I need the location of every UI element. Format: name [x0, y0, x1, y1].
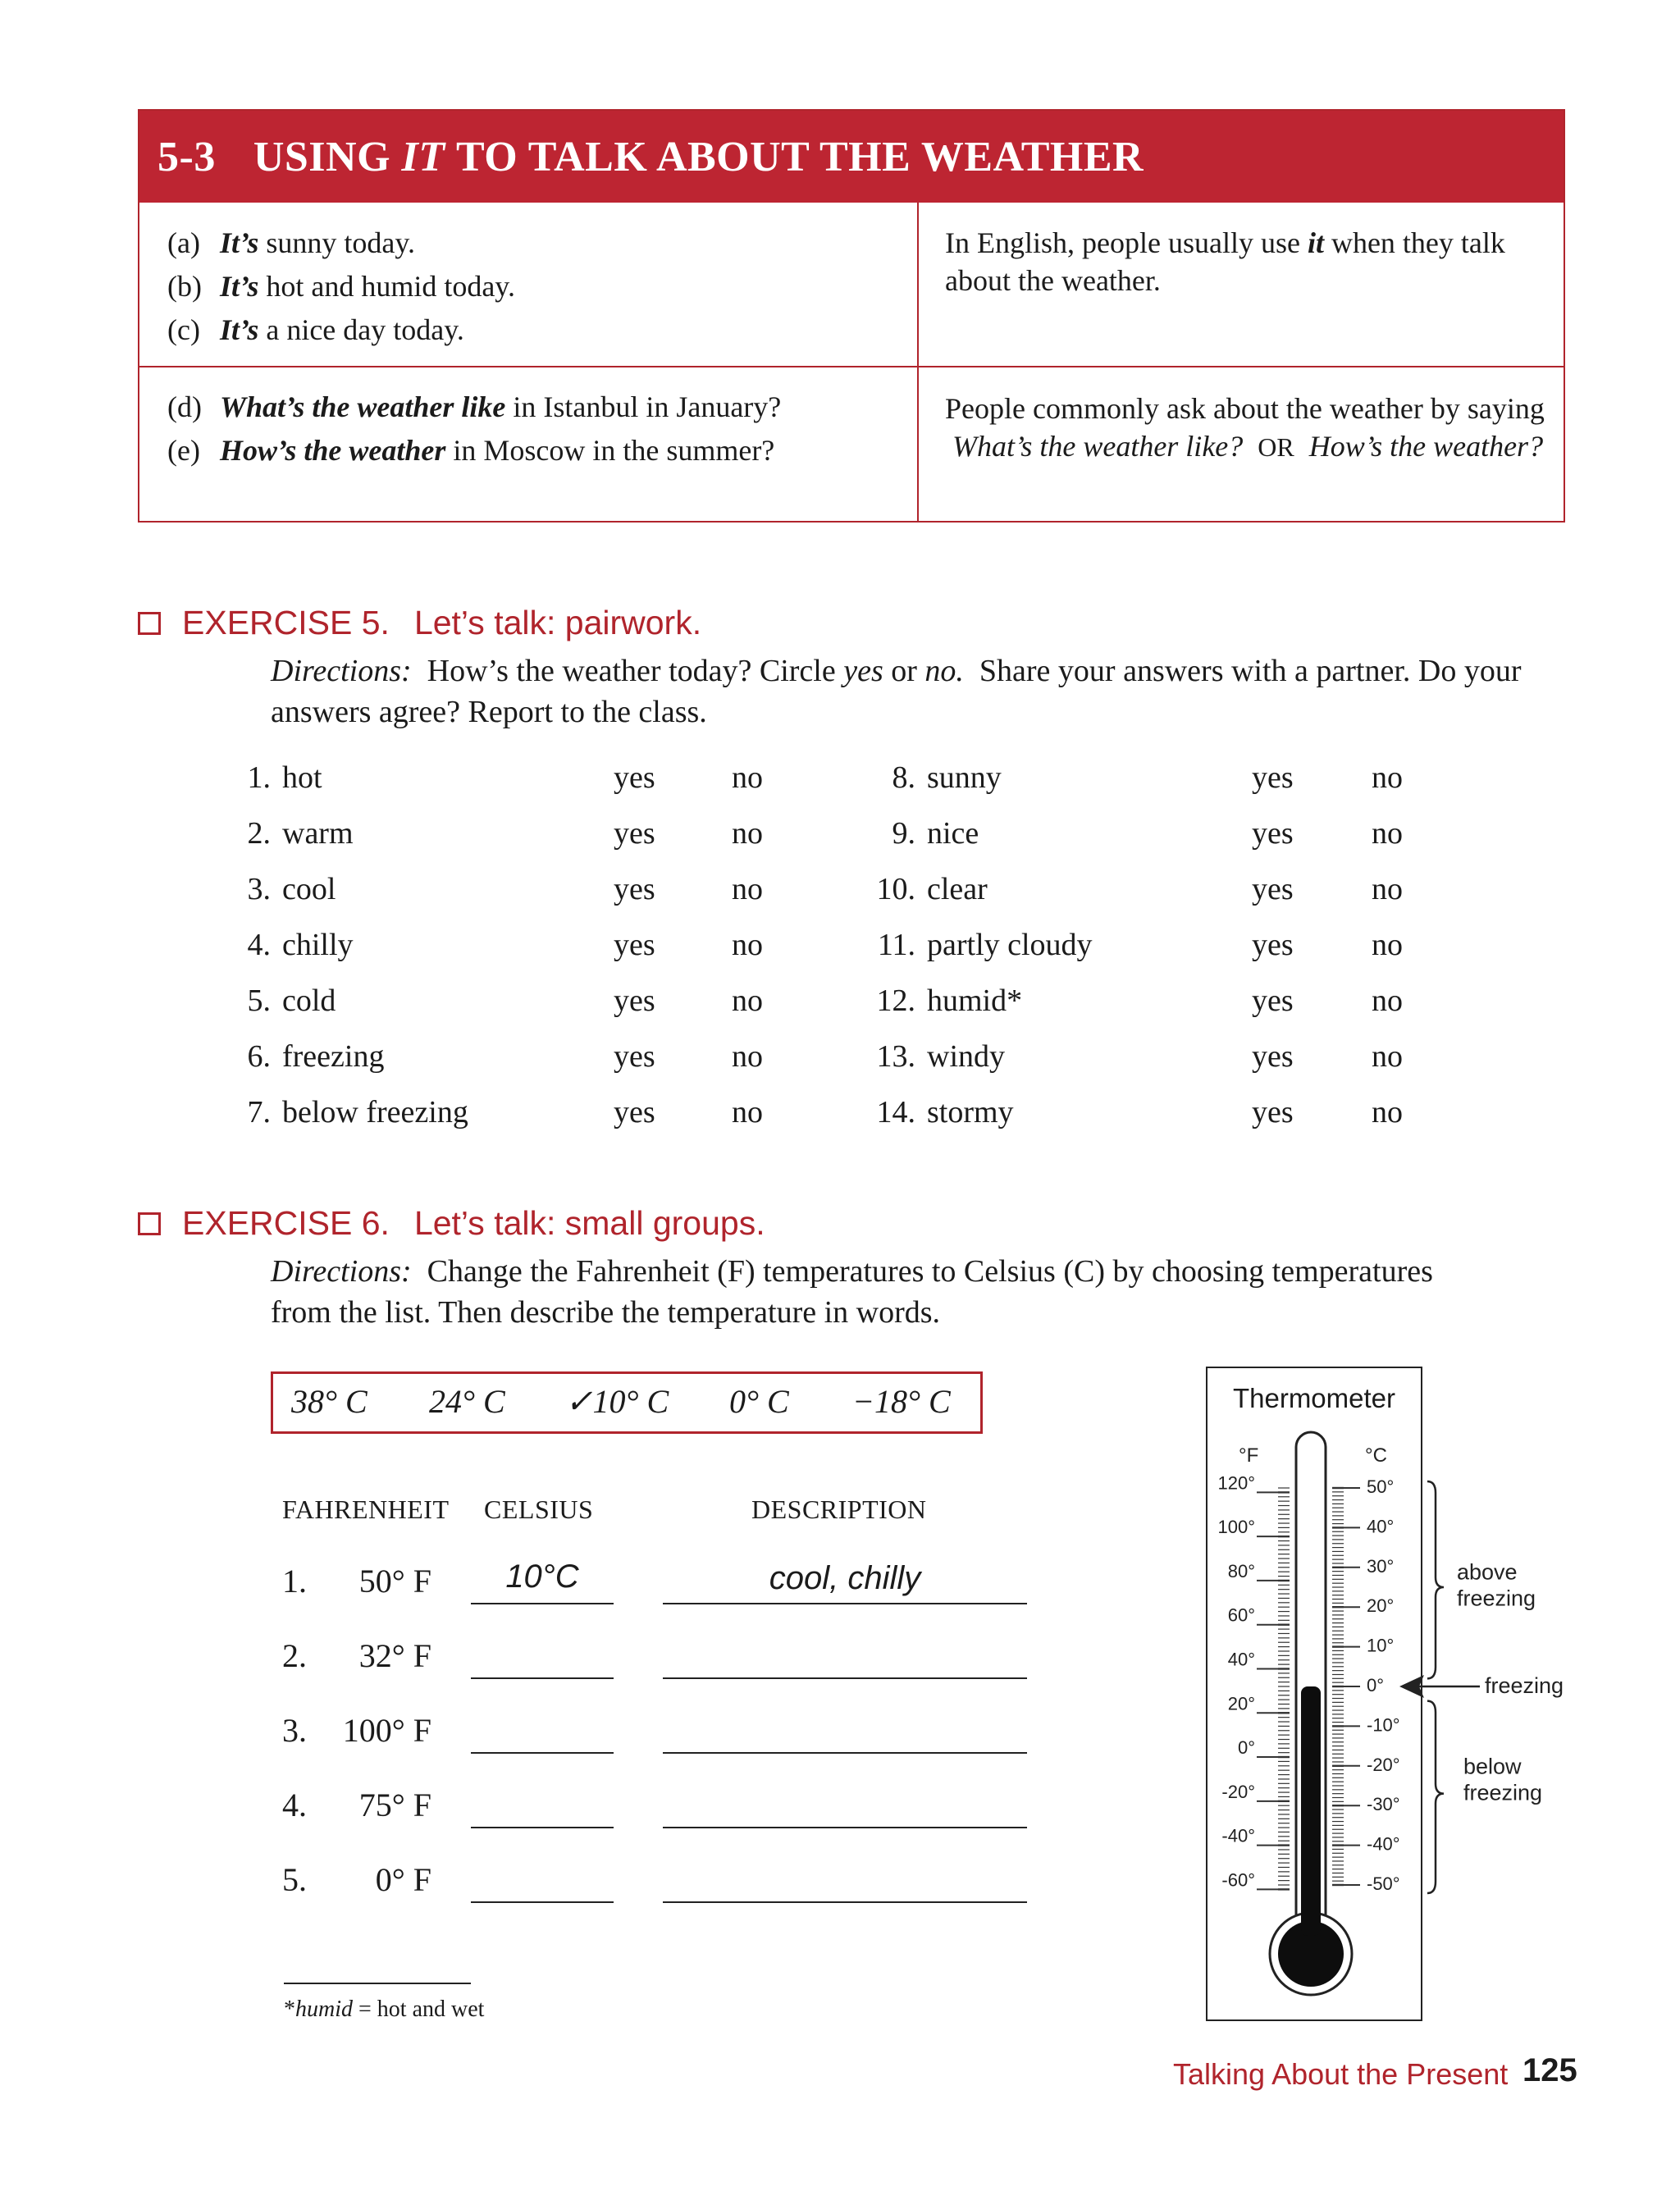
- example-c: (c) It’s a nice day today.: [167, 313, 464, 346]
- description-blank[interactable]: [663, 1677, 1027, 1679]
- footnote-rule: [284, 1983, 471, 1984]
- exercise6-checkbox[interactable]: [138, 1212, 161, 1235]
- exercise5-item: 14. stormy: [876, 1095, 1014, 1130]
- choice-0c: 0° C: [729, 1383, 789, 1420]
- fahrenheit-tick-label: 60°: [1227, 1604, 1255, 1626]
- col-fahrenheit: FAHRENHEIT: [282, 1495, 450, 1524]
- yes-option[interactable]: yes: [614, 872, 655, 906]
- no-option[interactable]: no: [1372, 928, 1403, 962]
- no-option[interactable]: no: [1372, 760, 1403, 795]
- exercise5-item: 2. warm: [247, 816, 354, 851]
- celsius-tick-label: 10°: [1367, 1635, 1395, 1656]
- yes-option[interactable]: yes: [1252, 1095, 1294, 1130]
- fahrenheit-value: 50° F: [358, 1563, 431, 1600]
- fahrenheit-value: 75° F: [358, 1787, 431, 1823]
- yes-option[interactable]: yes: [1252, 816, 1294, 851]
- yes-option[interactable]: yes: [1252, 760, 1294, 795]
- no-option[interactable]: no: [1372, 816, 1403, 851]
- no-option[interactable]: no: [732, 760, 763, 795]
- chart-title-it: IT: [401, 133, 445, 180]
- no-option[interactable]: no: [1372, 1039, 1403, 1074]
- celsius-tick-label: 40°: [1367, 1516, 1395, 1537]
- row-number: 4.: [282, 1787, 307, 1823]
- yes-option[interactable]: yes: [614, 983, 655, 1018]
- row-number: 3.: [282, 1712, 307, 1749]
- chart-row-divider: [139, 366, 1564, 367]
- fahrenheit-tick-label: 80°: [1227, 1560, 1255, 1581]
- chart-header: [139, 111, 1564, 203]
- exercise5-directions: Directions: How’s the weather today? Circle yes or no. Share your answers with a partner. Do your answers agree? Report to the class.: [271, 654, 1522, 729]
- below-label-2: freezing: [1463, 1780, 1543, 1805]
- celsius-blank[interactable]: [471, 1752, 614, 1754]
- chart-title-pre: USING: [253, 133, 391, 180]
- below-label-1: below: [1463, 1754, 1522, 1779]
- chart-number: 5-3: [158, 133, 216, 180]
- celsius-tick-label: 20°: [1367, 1595, 1395, 1617]
- exercise5-title: EXERCISE 5. Let’s talk: pairwork.: [182, 604, 702, 641]
- description-blank[interactable]: [663, 1752, 1027, 1754]
- choice-38c: 38° C: [291, 1383, 368, 1420]
- choice-24c: 24° C: [429, 1383, 505, 1420]
- description-blank[interactable]: [663, 1603, 1027, 1604]
- celsius-tick-label: -50°: [1367, 1873, 1400, 1894]
- page-number: 125: [1522, 2052, 1577, 2088]
- row-number: 2.: [282, 1637, 307, 1674]
- row-number: 1.: [282, 1563, 307, 1600]
- no-option[interactable]: no: [732, 928, 763, 962]
- fahrenheit-tick-label: 40°: [1227, 1649, 1255, 1670]
- yes-option[interactable]: yes: [614, 1095, 655, 1130]
- description-blank[interactable]: [663, 1827, 1027, 1828]
- yes-option[interactable]: yes: [614, 816, 655, 851]
- temperature-choices-box: [271, 1371, 983, 1434]
- no-option[interactable]: no: [1372, 872, 1403, 906]
- exercise5-item: 8. sunny: [892, 760, 1002, 795]
- celsius-unit-label: °C: [1365, 1444, 1387, 1467]
- yes-option[interactable]: yes: [614, 928, 655, 962]
- exercise6-directions: Directions: Change the Fahrenheit (F) temperatures to Celsius (C) by choosing temperatures from the list. Then describe the temperature in words.: [271, 1254, 1433, 1330]
- exercise5-item: 7. below freezing: [247, 1095, 468, 1130]
- no-option[interactable]: no: [732, 1039, 763, 1074]
- fahrenheit-tick-label: 100°: [1217, 1517, 1255, 1538]
- exercise5-item: 12. humid*: [876, 983, 1023, 1018]
- chart-title-post: TO TALK ABOUT THE WEATHER: [456, 133, 1144, 180]
- exercise5-item: 11. partly cloudy: [877, 928, 1093, 962]
- celsius-tick-label: -40°: [1367, 1833, 1400, 1855]
- thermometer-drawing: [1181, 1427, 1591, 2026]
- celsius-tick-label: -10°: [1367, 1714, 1400, 1736]
- fahrenheit-tick-label: -20°: [1221, 1781, 1255, 1802]
- freezing-label: freezing: [1485, 1673, 1564, 1698]
- example-a: (a) It’s sunny today.: [167, 226, 415, 259]
- note-top: In English, people usually use it when they talk about the weather.: [945, 226, 1505, 297]
- fahrenheit-tick-label: 120°: [1217, 1472, 1255, 1494]
- grammar-chart: [138, 109, 1565, 523]
- exercise5-item: 3. cool: [247, 872, 336, 906]
- fahrenheit-value: 32° F: [358, 1637, 431, 1674]
- yes-option[interactable]: yes: [1252, 872, 1294, 906]
- exercise5-item: 5. cold: [247, 983, 336, 1018]
- fahrenheit-tick-label: 20°: [1227, 1693, 1255, 1714]
- no-option[interactable]: no: [1372, 983, 1403, 1018]
- above-label-2: freezing: [1457, 1586, 1536, 1611]
- no-option[interactable]: no: [732, 983, 763, 1018]
- celsius-answer: 10°C: [505, 1558, 579, 1595]
- yes-option[interactable]: yes: [1252, 928, 1294, 962]
- exercise5-item: 1. hot: [247, 760, 322, 795]
- celsius-tick-label: 50°: [1367, 1476, 1395, 1497]
- no-option[interactable]: no: [732, 816, 763, 851]
- exercise5-item: 9. nice: [892, 816, 979, 851]
- fahrenheit-value: 0° F: [375, 1861, 431, 1898]
- thermometer-title: Thermometer: [1232, 1383, 1396, 1413]
- no-option[interactable]: no: [732, 1095, 763, 1130]
- description-blank[interactable]: [663, 1901, 1027, 1903]
- exercise5-checkbox[interactable]: [138, 612, 161, 635]
- celsius-blank[interactable]: [471, 1901, 614, 1903]
- fahrenheit-unit-label: °F: [1239, 1444, 1259, 1467]
- footer-chapter-title: Talking About the Present: [1173, 2057, 1509, 2091]
- exercise5-item: 10. clear: [876, 872, 988, 906]
- exercise5-item: 4. chilly: [247, 928, 354, 962]
- yes-option[interactable]: yes: [1252, 1039, 1294, 1074]
- celsius-tick-label: 30°: [1367, 1555, 1395, 1577]
- exercise6-title: EXERCISE 6. Let’s talk: small groups.: [182, 1204, 765, 1242]
- exercise5-item: 6. freezing: [247, 1039, 385, 1074]
- example-d: (d) What’s the weather like in Istanbul in January?: [167, 390, 782, 423]
- choice-minus18c: −18° C: [852, 1383, 951, 1420]
- celsius-blank[interactable]: [471, 1677, 614, 1679]
- above-label-1: above: [1457, 1559, 1518, 1585]
- yes-option[interactable]: yes: [614, 760, 655, 795]
- col-description: DESCRIPTION: [751, 1495, 927, 1524]
- choice-10c-checked: ✓10° C: [565, 1383, 669, 1420]
- celsius-tick-label: -20°: [1367, 1754, 1400, 1775]
- yes-option[interactable]: yes: [614, 1039, 655, 1074]
- example-e: (e) How’s the weather in Moscow in the summer?: [167, 434, 775, 467]
- row-number: 5.: [282, 1861, 307, 1898]
- celsius-blank[interactable]: [471, 1827, 614, 1828]
- below-freezing-bracket: [1427, 1701, 1444, 1893]
- no-option[interactable]: no: [1372, 1095, 1403, 1130]
- example-b: (b) It’s hot and humid today.: [167, 270, 515, 303]
- fahrenheit-tick-label: -60°: [1221, 1869, 1255, 1891]
- yes-option[interactable]: yes: [1252, 983, 1294, 1018]
- celsius-tick-label: 0°: [1367, 1675, 1385, 1695]
- fahrenheit-value: 100° F: [342, 1712, 431, 1749]
- note-bottom: People commonly ask about the weather by saying What’s the weather like? OR How’s the weather?: [945, 392, 1545, 463]
- footnote: *humid = hot and wet: [284, 1997, 485, 2022]
- description-answer: cool, chilly: [769, 1560, 921, 1596]
- thermometer-mercury: [1301, 1686, 1321, 1936]
- no-option[interactable]: no: [732, 872, 763, 906]
- fahrenheit-tick-label: -40°: [1221, 1825, 1255, 1846]
- celsius-blank[interactable]: [471, 1603, 614, 1604]
- fahrenheit-tick-label: 0°: [1237, 1737, 1255, 1759]
- col-celsius: CELSIUS: [484, 1495, 594, 1524]
- chart-column-divider: [917, 203, 919, 521]
- above-freezing-bracket: [1427, 1481, 1444, 1678]
- celsius-tick-label: -30°: [1367, 1794, 1400, 1815]
- exercise5-item: 13. windy: [876, 1039, 1005, 1074]
